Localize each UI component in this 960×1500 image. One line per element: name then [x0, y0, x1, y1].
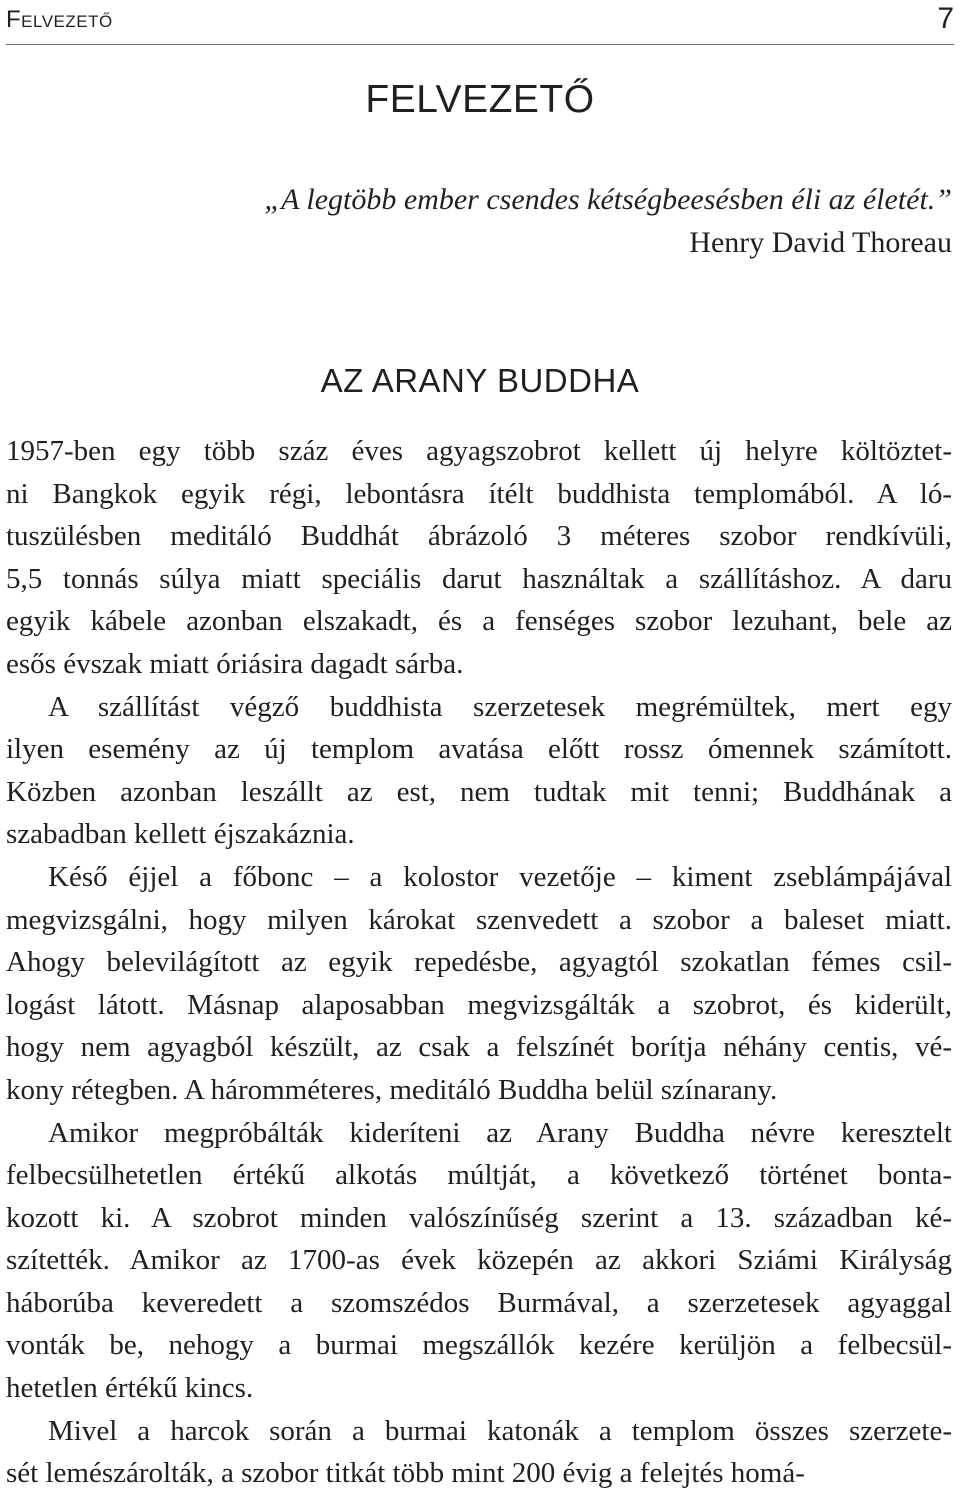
paragraph-line: szítették. Amikor az 1700-as évek közepén az akkori Sziámi Királyság	[6, 1244, 952, 1277]
paragraph-line: szabadban kellett éjszakáznia.	[6, 818, 355, 851]
paragraph-line: kony rétegben. A háromméteres, meditáló Buddha belül színarany.	[6, 1073, 778, 1106]
chapter-title: FELVEZETŐ	[365, 78, 595, 121]
paragraph-line: Amikor megpróbálták kideríteni az Arany Buddha névre keresztelt	[48, 1116, 952, 1149]
paragraph-line: Késő éjjel a főbonc – a kolostor vezetője – kiment zseblámpájával	[48, 860, 952, 893]
paragraph	[6, 430, 952, 686]
paragraph-line: háborúba keveredett a szomszédos Burmával, a szerzetesek agyaggal	[6, 1286, 952, 1319]
paragraph-line: vonták be, nehogy a burmai megszállók kezére kerüljön a felbecsül-	[6, 1329, 952, 1362]
epigraph-quote: „A legtöbb ember csendes kétségbeesésben éli az életét.”	[264, 183, 952, 216]
paragraph-line: 1957-ben egy több száz éves agyagszobrot kellett új helyre költöztet-	[6, 435, 952, 467]
paragraph-line: A szállítást végző buddhista szerzetesek megrémültek, mert egy	[48, 690, 952, 723]
paragraph-line: 5,5 tonnás súlya miatt speciális darut használtak a szállításhoz. A daru	[6, 562, 952, 595]
body-text	[6, 430, 952, 1495]
paragraph-line: felbecsülhetetlen értékű alkotás múltját, a következő történet bonta-	[6, 1159, 952, 1192]
paragraph-line: tuszülésben meditáló Buddhát ábrázoló 3 méteres szobor rendkívüli,	[6, 520, 952, 553]
paragraph-line: ni Bangkok egyik régi, lebontásra ítélt buddhista templomából. A ló-	[6, 477, 952, 510]
paragraph-line: egyik kábele azonban elszakadt, és a fenséges szobor lezuhant, bele az	[6, 605, 952, 638]
paragraph	[6, 1112, 952, 1410]
paragraph-line: Ahogy belevilágított az egyik repedésbe, agyagtól szokatlan fémes csil-	[6, 946, 952, 979]
epigraph	[52, 178, 952, 264]
paragraph-line: hogy nem agyagból készült, az csak a felszínét borítja néhány centis, vé-	[6, 1031, 952, 1064]
paragraph-line: esős évszak miatt óriásira dagadt sárba.	[6, 647, 464, 680]
paragraph-line: hetetlen értékű kincs.	[6, 1372, 254, 1405]
paragraph-line: sét lemészárolták, a szobor titkát több mint 200 évig a felejtés homá-	[6, 1457, 805, 1490]
paragraph	[6, 1410, 952, 1495]
paragraph-line: logást látott. Másnap alaposabban megvizsgálták a szobrot, és kiderült,	[6, 988, 952, 1021]
paragraph-line: Mivel a harcok során a burmai katonák a templom összes szerzete-	[48, 1414, 952, 1447]
paragraph	[6, 686, 952, 856]
section-title: AZ ARANY BUDDHA	[320, 362, 640, 399]
paragraph	[6, 856, 952, 1112]
page-number: 7	[937, 2, 954, 35]
paragraph-line: kozott ki. A szobrot minden valószínűség szerint a 13. században ké-	[6, 1201, 952, 1234]
paragraph-line: ilyen esemény az új templom avatása előtt rossz ómennek számított.	[6, 733, 952, 766]
running-header-title: Felvezető	[6, 6, 113, 33]
paragraph-line: Közben azonban leszállt az est, nem tudtak mit tenni; Buddhának a	[6, 775, 952, 808]
paragraph-line: megvizsgálni, hogy milyen károkat szenvedett a szobor a baleset miatt.	[6, 903, 952, 936]
running-header	[6, 0, 954, 45]
epigraph-author: Henry David Thoreau	[689, 226, 952, 259]
